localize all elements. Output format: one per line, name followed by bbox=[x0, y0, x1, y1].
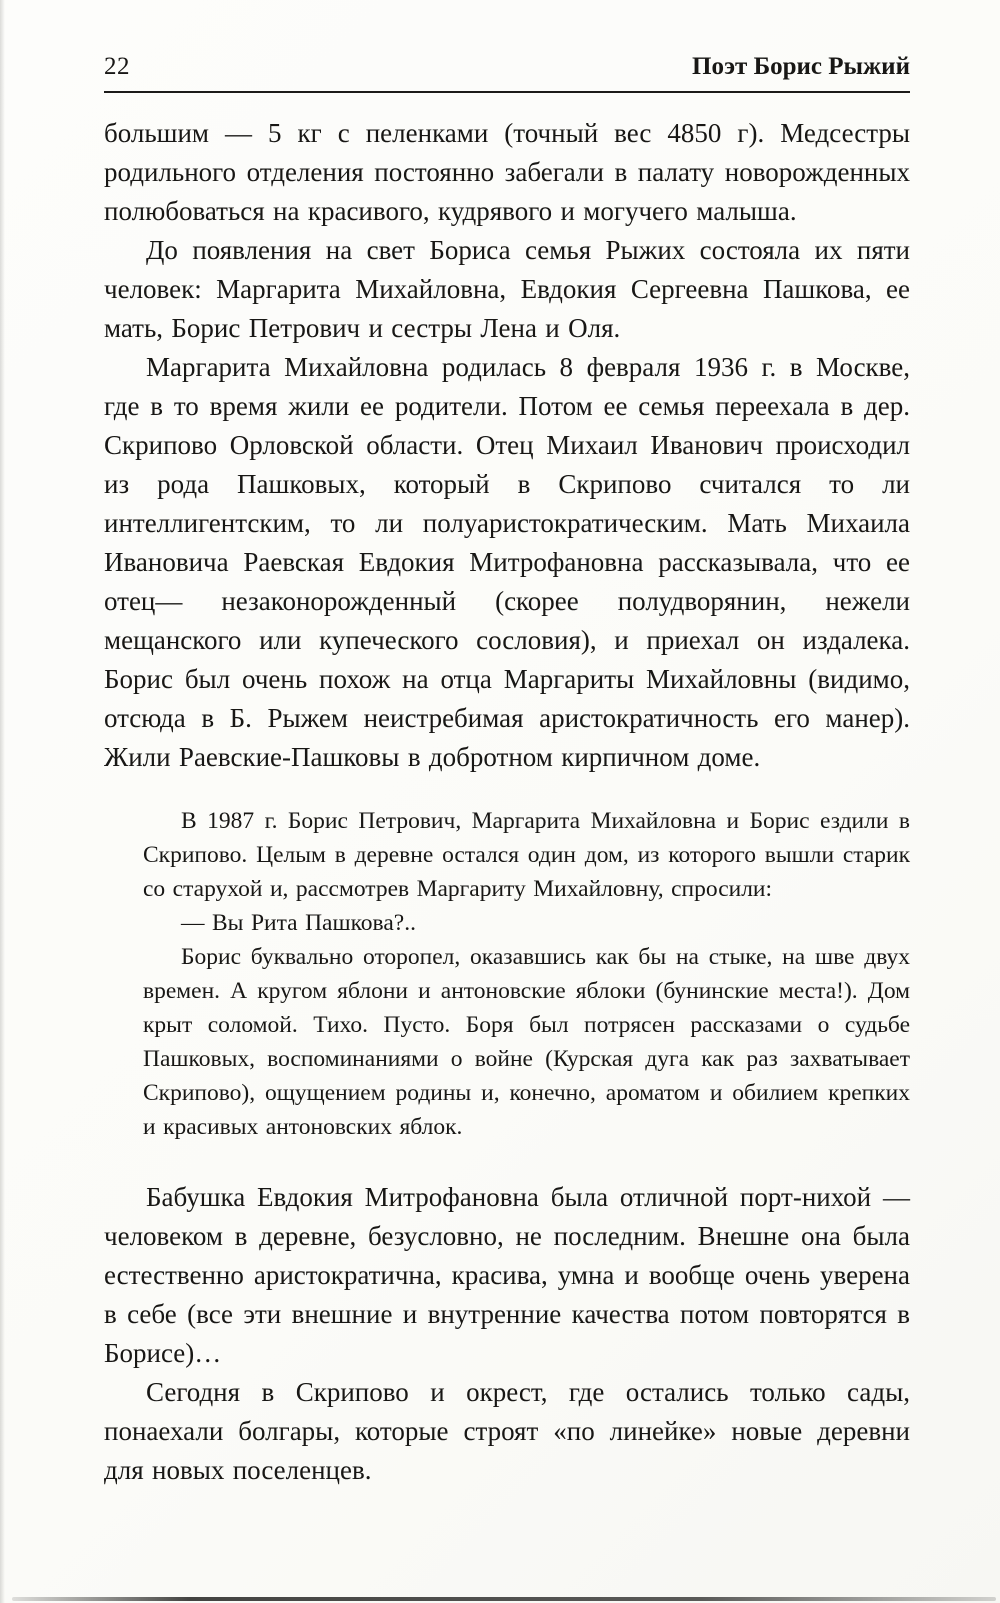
header-rule bbox=[104, 91, 910, 93]
paragraph: Бабушка Евдокия Митрофановна была отличной порт-нихой — человеком в деревне, безусловно, не последним. Внешне она была естественно аристократична, красива, умна и вообще очень уверена в себе (все эти внешние и внутренние качества потом повторятся в Борисе)… bbox=[104, 1182, 910, 1368]
running-title: Поэт Борис Рыжий bbox=[692, 53, 910, 80]
block-quote bbox=[143, 804, 910, 1144]
paragraph: Маргарита Михайловна родилась 8 февраля 1936 г. в Москве, где в то время жили ее родители. Потом ее семья переехала в дер. Скрипово Орловской области. Отец Михаил Иванович происходил из рода Пашковых, который в Скрипово считался то ли интеллигентским, то ли полуаристократическим. Мать Михаила Ивановича Раевская Евдокия Митрофановна рассказывала, что ее отец— незаконорожденный (скорее полудворянин, нежели мещанского или купеческого сословия), и приехал он издалека. Борис был очень похож на отца Маргариты Михайловны (видимо, отсюда в Б. Рыжем неистребимая аристократичность его манер). Жили Раевские-Пашковы в добротном кирпичном доме. bbox=[104, 352, 910, 772]
scan-left-edge-shadow bbox=[0, 0, 5, 1603]
scan-bottom-edge-shadow bbox=[12, 1597, 996, 1601]
quote-paragraph: — Вы Рита Пашкова?.. bbox=[181, 910, 416, 936]
paragraph-continuation: большим — 5 кг с пеленками (точный вес 4850 г). Медсестры родильного отделения постоянно забегали в палату новорожденных полюбоваться на красивого, кудрявого и могучего малыша. bbox=[104, 118, 910, 226]
paragraph: До появления на свет Бориса семья Рыжих состояла их пяти человек: Маргарита Михайловна, Евдокия Сергеевна Пашкова, ее мать, Борис Петрович и сестры Лена и Оля. bbox=[104, 235, 910, 343]
paragraph: Сегодня в Скрипово и окрест, где остались только сады, понаехали болгары, которые строят «по линейке» новые деревни для новых поселенцев. bbox=[104, 1377, 910, 1485]
quote-paragraph: В 1987 г. Борис Петрович, Маргарита Михайловна и Борис ездили в Скрипово. Целым в деревне остался один дом, из которого вышли старик со старухой и, рассмотрев Маргариту Михайловну, спросили: bbox=[143, 808, 910, 902]
quote-paragraph: Борис буквально оторопел, оказавшись как бы на стыке, на шве двух времен. А кругом яблони и антоновские яблоки (бунинские места!). Дом крыт соломой. Тихо. Пусто. Боря был потрясен рассказами о судьбе Пашковых, воспоминаниями о войне (Курская дуга как раз захватывает Скрипово), ощущением родины и, конечно, ароматом и обилием крепких и красивых антоновских яблок. bbox=[143, 944, 910, 1140]
page-header bbox=[104, 52, 910, 82]
page-number: 22 bbox=[104, 53, 130, 80]
body-text bbox=[104, 114, 910, 1490]
